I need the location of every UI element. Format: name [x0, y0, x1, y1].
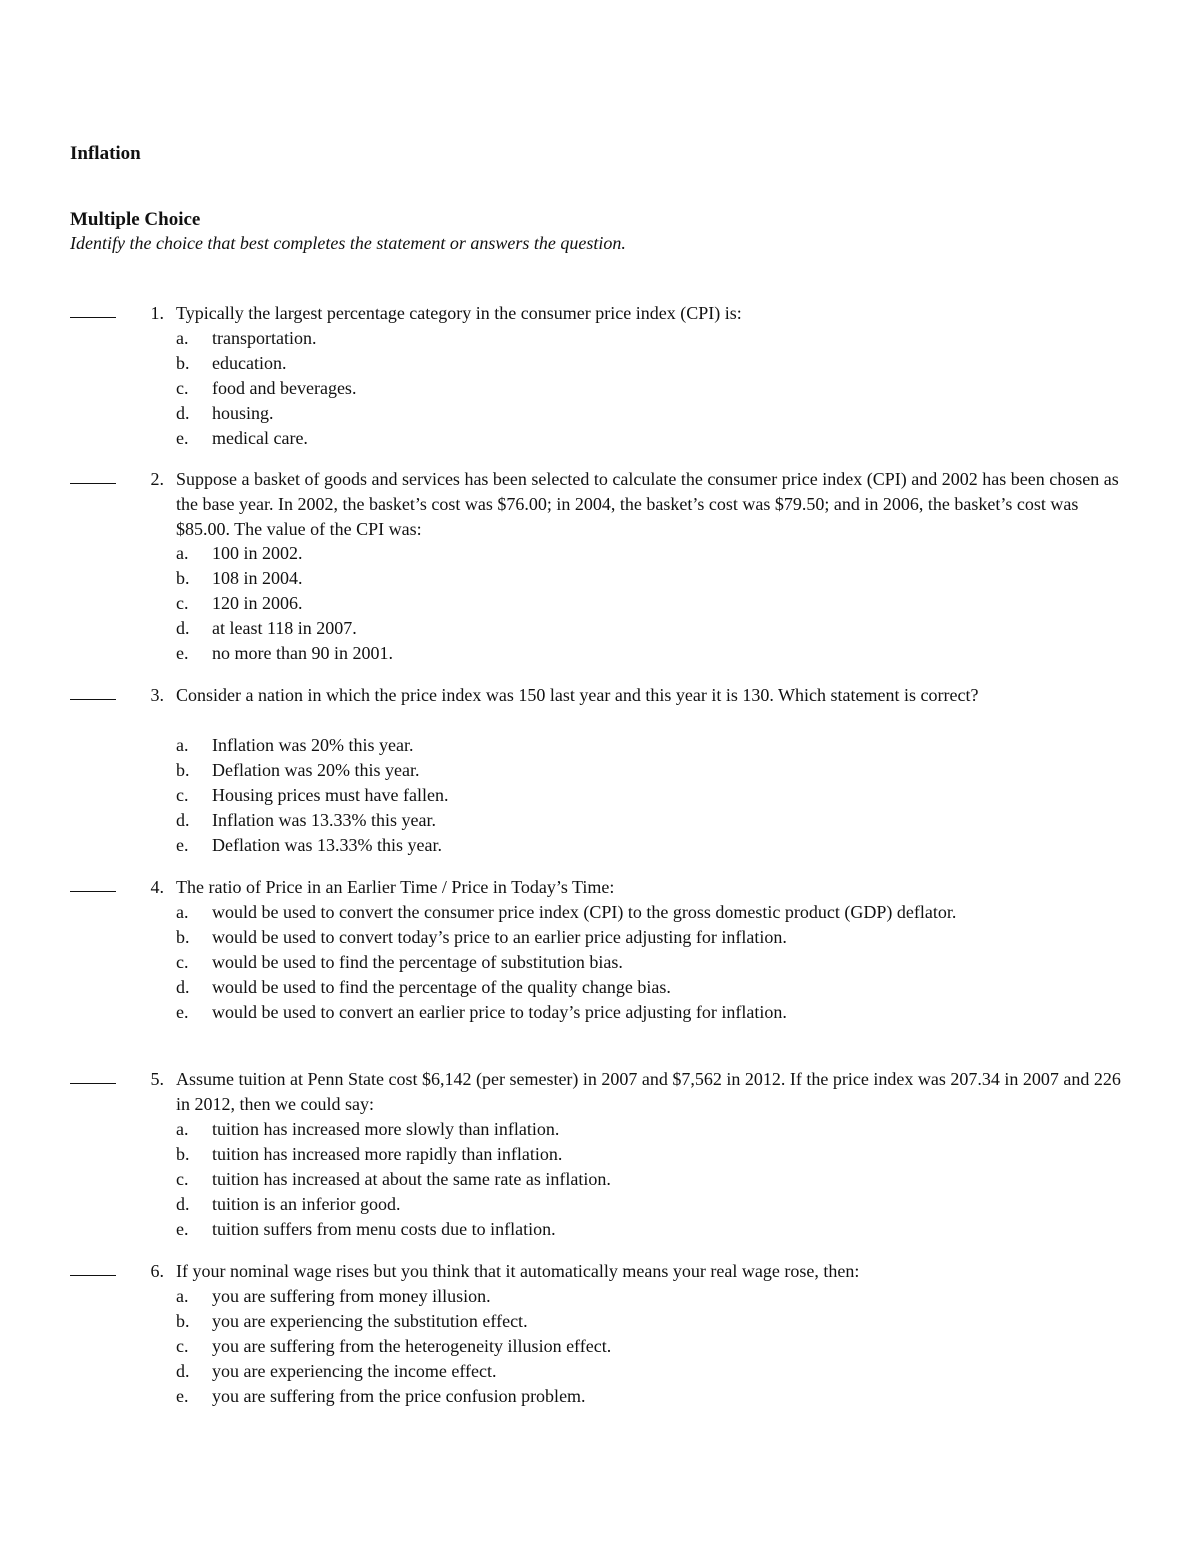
choice-list [176, 1117, 1126, 1242]
choice-text: tuition is an inferior good. [212, 1194, 401, 1214]
question-number: 2. [150, 469, 164, 489]
choice-letter: e. [176, 835, 189, 855]
choice-list [176, 733, 1126, 858]
choice-b [176, 758, 1126, 783]
choice-text: would be used to convert today’s price to an earlier price adjusting for inflation. [212, 927, 787, 947]
choice-letter: a. [176, 543, 189, 563]
answer-blank[interactable] [70, 1083, 116, 1084]
choice-b [176, 1309, 1126, 1334]
page-title: Inflation [70, 143, 141, 164]
choice-a [176, 326, 1126, 351]
choice-text: 108 in 2004. [212, 568, 303, 588]
choice-c [176, 783, 1126, 808]
choice-list [176, 541, 1126, 666]
choice-d [176, 1192, 1126, 1217]
question-number: 1. [150, 303, 164, 323]
choice-text: no more than 90 in 2001. [212, 643, 393, 663]
choice-c [176, 1167, 1126, 1192]
choice-letter: b. [176, 1144, 190, 1164]
answer-blank[interactable] [70, 1275, 116, 1276]
choice-b [176, 1142, 1126, 1167]
choice-letter: c. [176, 952, 189, 972]
choice-letter: e. [176, 1002, 189, 1022]
choice-text: education. [212, 353, 287, 373]
choice-text: tuition has increased more rapidly than inflation. [212, 1144, 563, 1164]
choice-text: 120 in 2006. [212, 593, 303, 613]
choice-text: food and beverages. [212, 378, 357, 398]
choice-text: tuition has increased at about the same rate as inflation. [212, 1169, 611, 1189]
choice-text: you are suffering from the price confusion problem. [212, 1386, 586, 1406]
choice-letter: d. [176, 1361, 190, 1381]
choice-c [176, 591, 1126, 616]
choice-text: 100 in 2002. [212, 543, 303, 563]
choice-e [176, 1384, 1126, 1409]
choice-b [176, 925, 966, 950]
choice-list [176, 900, 966, 1025]
choice-letter: c. [176, 593, 189, 613]
choice-text: transportation. [212, 328, 317, 348]
choice-d [176, 1359, 1126, 1384]
choice-c [176, 1334, 1126, 1359]
choice-text: would be used to convert an earlier price to today’s price adjusting for inflation. [212, 1002, 787, 1022]
choice-letter: a. [176, 902, 189, 922]
choice-text: housing. [212, 403, 274, 423]
choice-a [176, 733, 1126, 758]
choice-d [176, 975, 966, 1000]
choice-letter: d. [176, 618, 190, 638]
choice-letter: a. [176, 1119, 189, 1139]
choice-d [176, 616, 1126, 641]
choice-e [176, 833, 1126, 858]
instructions: Identify the choice that best completes the statement or answers the question. [70, 233, 626, 253]
answer-blank[interactable] [70, 891, 116, 892]
choice-text: you are suffering from money illusion. [212, 1286, 491, 1306]
choice-letter: e. [176, 1386, 189, 1406]
choice-b [176, 566, 1126, 591]
choice-e [176, 641, 1126, 666]
choice-text: Inflation was 13.33% this year. [212, 810, 436, 830]
choice-text: you are experiencing the income effect. [212, 1361, 497, 1381]
choice-a [176, 900, 966, 925]
choice-text: Deflation was 20% this year. [212, 760, 420, 780]
answer-blank[interactable] [70, 483, 116, 484]
choice-letter: a. [176, 328, 189, 348]
choice-letter: a. [176, 735, 189, 755]
question-text: Suppose a basket of goods and services has been selected to calculate the consumer price index (CPI) and 2002 has been chosen as the base year. In 2002, the basket’s cost was $76.00; in 2004, the basket’s cost was $79.50; and in 2006, the basket’s cost was $85.00. The value of the CPI was: [176, 469, 1119, 539]
choice-text: would be used to convert the consumer price index (CPI) to the gross domestic product (GDP) deflator. [212, 902, 957, 922]
choice-letter: b. [176, 927, 190, 947]
choice-text: would be used to find the percentage of the quality change bias. [212, 977, 671, 997]
choice-letter: d. [176, 1194, 190, 1214]
choice-e [176, 1217, 1126, 1242]
choice-letter: a. [176, 1286, 189, 1306]
question-number: 3. [150, 685, 164, 705]
choice-letter: b. [176, 760, 190, 780]
choice-c [176, 376, 1126, 401]
question-number: 6. [150, 1261, 164, 1281]
choice-letter: b. [176, 568, 190, 588]
choice-letter: e. [176, 1219, 189, 1239]
choice-letter: c. [176, 1336, 189, 1356]
question-text: Assume tuition at Penn State cost $6,142 (per semester) in 2007 and $7,562 in 2012. If the price index was 207.34 in 2007 and 226 in 2012, then we could say: [176, 1069, 1121, 1114]
answer-blank[interactable] [70, 317, 116, 318]
question-number: 5. [150, 1069, 164, 1089]
choice-letter: c. [176, 1169, 189, 1189]
choice-letter: b. [176, 353, 190, 373]
question-text: Consider a nation in which the price index was 150 last year and this year it is 130. Which statement is correct? [176, 685, 979, 705]
question-number: 4. [150, 877, 164, 897]
choice-letter: d. [176, 810, 190, 830]
choice-letter: c. [176, 785, 189, 805]
answer-blank[interactable] [70, 699, 116, 700]
choice-text: tuition suffers from menu costs due to inflation. [212, 1219, 556, 1239]
choice-text: you are experiencing the substitution effect. [212, 1311, 528, 1331]
choice-e [176, 1000, 966, 1025]
choice-text: tuition has increased more slowly than inflation. [212, 1119, 560, 1139]
choice-text: Inflation was 20% this year. [212, 735, 414, 755]
choice-text: Housing prices must have fallen. [212, 785, 449, 805]
choice-letter: b. [176, 1311, 190, 1331]
choice-e [176, 426, 1126, 451]
choice-text: at least 118 in 2007. [212, 618, 357, 638]
choice-letter: d. [176, 403, 190, 423]
choice-d [176, 808, 1126, 833]
choice-text: would be used to find the percentage of substitution bias. [212, 952, 623, 972]
section-heading: Multiple Choice [70, 209, 201, 230]
choice-c [176, 950, 966, 975]
choice-letter: e. [176, 428, 189, 448]
choice-letter: e. [176, 643, 189, 663]
choice-list [176, 1284, 1126, 1409]
question-text: The ratio of Price in an Earlier Time / Price in Today’s Time: [176, 877, 615, 897]
choice-a [176, 1117, 1126, 1142]
choice-a [176, 1284, 1126, 1309]
choice-a [176, 541, 1126, 566]
choice-list [176, 326, 1126, 451]
choice-text: Deflation was 13.33% this year. [212, 835, 442, 855]
choice-b [176, 351, 1126, 376]
choice-letter: c. [176, 378, 189, 398]
choice-letter: d. [176, 977, 190, 997]
question-text: Typically the largest percentage category in the consumer price index (CPI) is: [176, 303, 742, 323]
choice-d [176, 401, 1126, 426]
choice-text: medical care. [212, 428, 308, 448]
question-text: If your nominal wage rises but you think that it automatically means your real wage rose, then: [176, 1261, 860, 1281]
choice-text: you are suffering from the heterogeneity illusion effect. [212, 1336, 612, 1356]
